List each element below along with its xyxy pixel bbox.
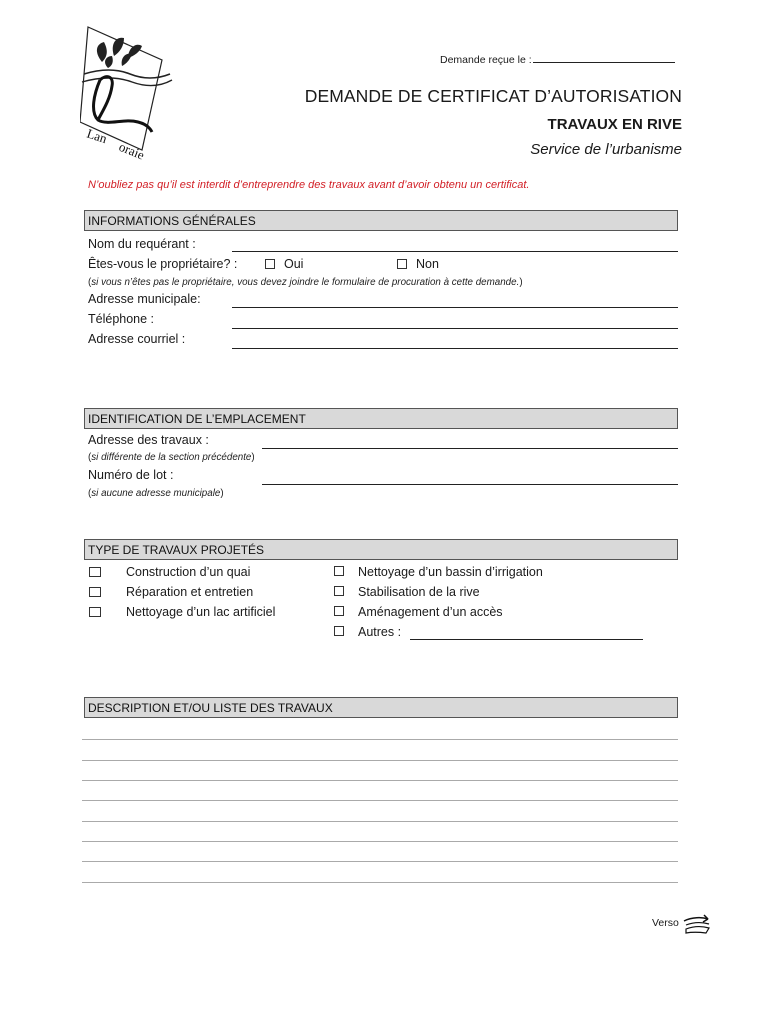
address-label: Adresse municipale: (88, 292, 201, 306)
verso-label: Verso (652, 917, 679, 929)
email-input-line[interactable] (232, 348, 678, 349)
form-subtitle: TRAVAUX EN RIVE (547, 116, 682, 133)
turn-page-arrow-icon (682, 913, 712, 937)
work-type-label-other: Autres : (358, 625, 402, 639)
owner-yes-checkbox[interactable] (265, 259, 275, 269)
work-type-other-input-line[interactable] (410, 639, 643, 640)
section-work-types-heading: TYPE DE TRAVAUX PROJETÉS (84, 539, 678, 560)
address-input-line[interactable] (232, 307, 678, 308)
work-type-checkbox-quai[interactable] (89, 567, 101, 577)
description-line[interactable] (82, 821, 678, 822)
warning-notice: N’oubliez pas qu’il est interdit d’entreprendre des travaux avant d’avoir obtenu un certificat. (88, 179, 530, 191)
work-type-label-quai: Construction d’un quai (126, 565, 251, 579)
lot-input-line[interactable] (262, 484, 678, 485)
received-date-field[interactable] (440, 53, 675, 66)
section-description-heading: DESCRIPTION ET/OU LISTE DES TRAVAUX (84, 697, 678, 718)
owner-yes-label: Oui (284, 257, 304, 271)
description-line[interactable] (82, 760, 678, 761)
work-type-checkbox-access[interactable] (334, 606, 344, 616)
work-type-checkbox-other[interactable] (334, 626, 344, 636)
description-line[interactable] (82, 780, 678, 781)
work-address-note-text: si différente de la section précédente (91, 452, 252, 463)
form-title: DEMANDE DE CERTIFICAT D’AUTORISATION (304, 86, 682, 106)
work-type-label-repair: Réparation et entretien (126, 585, 254, 599)
work-type-checkbox-basin[interactable] (334, 566, 344, 576)
phone-input-line[interactable] (232, 328, 678, 329)
work-address-input-line[interactable] (262, 448, 678, 449)
work-type-label-shore: Stabilisation de la rive (358, 585, 480, 599)
work-type-checkbox-repair[interactable] (89, 587, 101, 597)
svg-text:Lan: Lan (85, 125, 109, 147)
work-address-note: (si différente de la section précédente) (88, 452, 255, 463)
work-type-label-access: Aménagement d’un accès (358, 605, 503, 619)
work-type-label-basin: Nettoyage d’un bassin d’irrigation (358, 565, 543, 579)
requester-input-line[interactable] (232, 251, 678, 252)
description-line[interactable] (82, 841, 678, 842)
proxy-note: (si vous n’êtes pas le propriétaire, vous devez joindre le formulaire de procuration à cette demande.) (88, 277, 523, 288)
owner-no-checkbox[interactable] (397, 259, 407, 269)
email-label: Adresse courriel : (88, 332, 186, 346)
received-date-line (533, 53, 675, 63)
svg-text:oraie: oraie (116, 138, 147, 163)
description-line[interactable] (82, 800, 678, 801)
description-line[interactable] (82, 861, 678, 862)
lanoraie-logo (80, 22, 180, 167)
section-location-heading: IDENTIFICATION DE L’EMPLACEMENT (84, 408, 678, 429)
work-type-checkbox-lake[interactable] (89, 607, 101, 617)
proxy-note-text: si vous n’êtes pas le propriétaire, vous devez joindre le formulaire de procuration à cette demande. (91, 277, 520, 288)
phone-label: Téléphone : (88, 312, 155, 326)
section-general-heading: INFORMATIONS GÉNÉRALES (84, 210, 678, 231)
received-date-label: Demande reçue le : (440, 54, 532, 66)
requester-label: Nom du requérant : (88, 237, 196, 251)
owner-no-label: Non (416, 257, 439, 271)
service-name: Service de l’urbanisme (530, 141, 682, 158)
work-type-label-lake: Nettoyage d’un lac artificiel (126, 605, 276, 619)
lot-note-text: si aucune adresse municipale (91, 488, 221, 499)
lot-note: (si aucune adresse municipale) (88, 488, 224, 499)
lot-label: Numéro de lot : (88, 468, 174, 482)
work-address-label: Adresse des travaux : (88, 433, 209, 447)
owner-question-label: Êtes-vous le propriétaire? : (88, 257, 238, 271)
work-type-checkbox-shore[interactable] (334, 586, 344, 596)
description-line[interactable] (82, 739, 678, 740)
description-line[interactable] (82, 882, 678, 883)
